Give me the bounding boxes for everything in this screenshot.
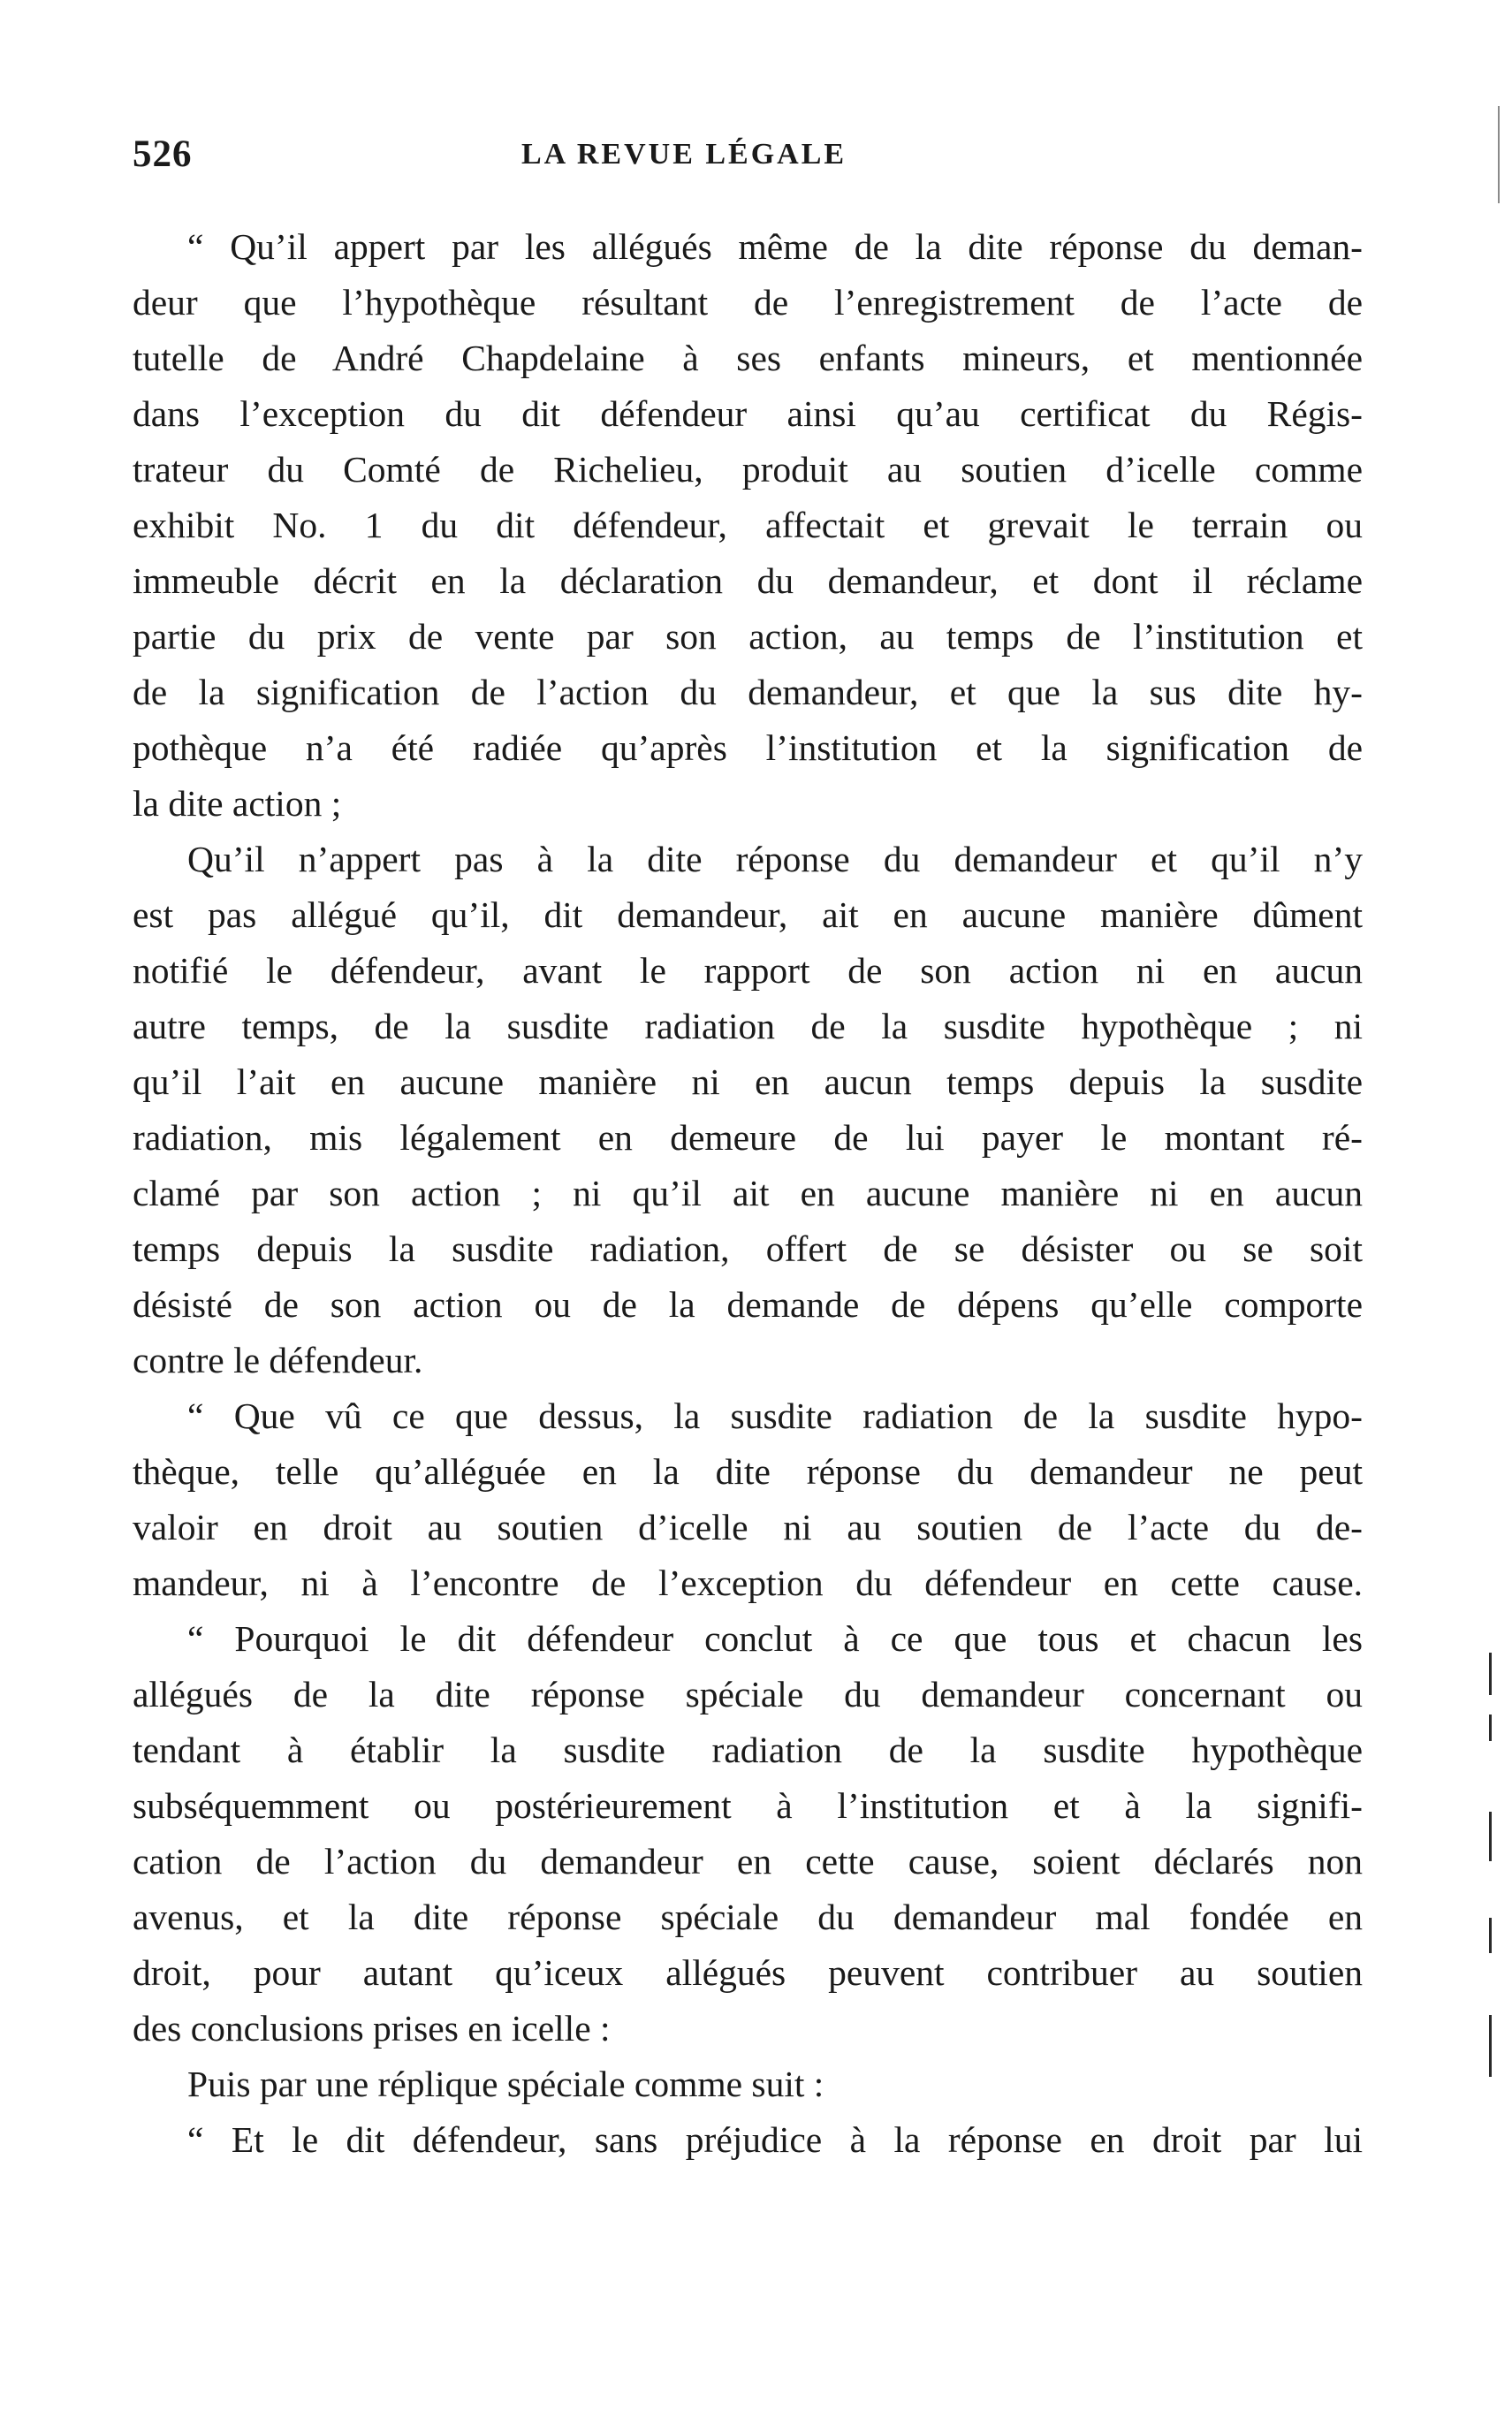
text-line: droit, pour autant qu’iceux allégués peuvent contribuer au soutien [133, 1952, 1363, 1993]
body-text [133, 219, 1363, 2168]
text-line: thèque, telle qu’alléguée en la dite réponse du demandeur ne peut [133, 1451, 1363, 1492]
text-line: immeuble décrit en la déclaration du demandeur, et dont il réclame [133, 560, 1363, 601]
text-line: valoir en droit au soutien d’icelle ni au soutien de l’acte du de- [133, 1507, 1363, 1547]
text-line: Puis par une réplique spéciale comme suit : [187, 2064, 824, 2104]
text-line: “ Que vû ce que dessus, la susdite radiation de la susdite hypo- [187, 1395, 1363, 1436]
text-line: désisté de son action ou de la demande de dépens qu’elle comporte [133, 1284, 1363, 1325]
text-line: avenus, et la dite réponse spéciale du demandeur mal fondée en [133, 1897, 1363, 1937]
edge-mark [1489, 2015, 1492, 2077]
text-line: Qu’il n’appert pas à la dite réponse du demandeur et qu’il n’y [187, 839, 1363, 879]
edge-mark [1489, 1653, 1492, 1695]
page-edge-marks [1489, 1653, 1494, 2112]
text-line: temps depuis la susdite radiation, offert de se désister ou se soit [133, 1228, 1363, 1269]
text-line: tendant à établir la susdite radiation de la susdite hypothèque [133, 1730, 1363, 1770]
page-edge-rule [1498, 106, 1500, 203]
page-header [133, 133, 1361, 186]
running-head: LA REVUE LÉGALE [521, 138, 847, 171]
text-line: dans l’exception du dit défendeur ainsi qu’au certificat du Régis- [133, 393, 1363, 434]
edge-mark [1489, 1812, 1492, 1861]
text-line: pothèque n’a été radiée qu’après l’institution et la signification de [133, 727, 1363, 768]
text-line: autre temps, de la susdite radiation de la susdite hypothèque ; ni [133, 1006, 1363, 1046]
text-line: partie du prix de vente par son action, au temps de l’institution et [133, 616, 1363, 657]
text-line: subséquemment ou postérieurement à l’institution et à la signifi- [133, 1785, 1363, 1826]
text-line: contre le défendeur. [133, 1340, 423, 1380]
text-line: radiation, mis légalement en demeure de lui payer le montant ré- [133, 1117, 1363, 1158]
text-line: cation de l’action du demandeur en cette cause, soient déclarés non [133, 1841, 1363, 1882]
text-line: qu’il l’ait en aucune manière ni en aucun temps depuis la susdite [133, 1061, 1363, 1102]
text-line: “ Et le dit défendeur, sans préjudice à la réponse en droit par lui [187, 2119, 1363, 2160]
text-line: mandeur, ni à l’encontre de l’exception du défendeur en cette cause. [133, 1562, 1363, 1603]
text-line: “ Pourquoi le dit défendeur conclut à ce que tous et chacun les [187, 1618, 1363, 1659]
text-line: allégués de la dite réponse spéciale du demandeur concernant ou [133, 1674, 1363, 1715]
text-line: deur que l’hypothèque résultant de l’enregistrement de l’acte de [133, 282, 1363, 323]
text-line: exhibit No. 1 du dit défendeur, affectait et grevait le terrain ou [133, 505, 1363, 545]
edge-mark [1489, 1918, 1492, 1953]
text-line: “ Qu’il appert par les allégués même de la dite réponse du deman- [187, 226, 1363, 267]
text-line: trateur du Comté de Richelieu, produit au soutien d’icelle comme [133, 449, 1363, 490]
text-line: clamé par son action ; ni qu’il ait en aucune manière ni en aucun [133, 1173, 1363, 1213]
text-line: des conclusions prises en icelle : [133, 2008, 611, 2049]
text-line: notifié le défendeur, avant le rapport de son action ni en aucun [133, 950, 1363, 991]
edge-mark [1489, 1715, 1492, 1741]
text-line: de la signification de l’action du demandeur, et que la sus dite hy- [133, 672, 1363, 712]
page-number: 526 [133, 133, 193, 175]
text-line: la dite action ; [133, 783, 342, 824]
text-line: est pas allégué qu’il, dit demandeur, ait en aucune manière dûment [133, 894, 1363, 935]
text-line: tutelle de André Chapdelaine à ses enfants mineurs, et mentionnée [133, 338, 1363, 378]
